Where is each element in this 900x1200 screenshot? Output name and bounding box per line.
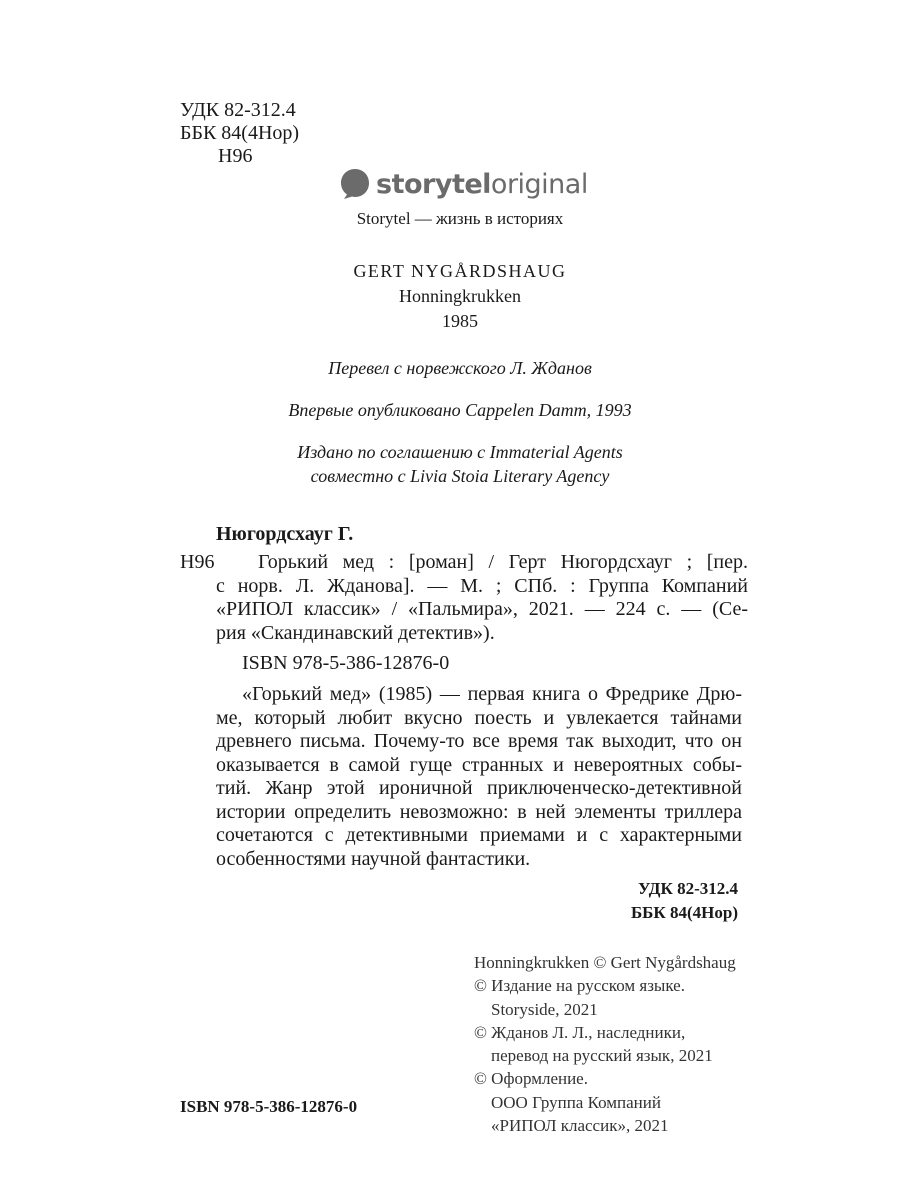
annotation-line: истории определить невозможно: в ней элементы триллера (216, 800, 742, 823)
first-published: Впервые опубликовано Cappelen Damm, 1993 (288, 400, 632, 420)
bib-line: «РИПОЛ классик» / «Пальмира», 2021. — 224 с. — (Се- (216, 598, 748, 620)
logo-brand-bold: storytel (376, 168, 491, 200)
speech-bubble-icon (340, 168, 370, 200)
bbk-code-right: ББК 84(4Нор) (630, 902, 738, 922)
copyright-line: перевод на русский язык, 2021 (491, 1046, 713, 1066)
isbn-bottom: ISBN 978-5-386-12876-0 (180, 1097, 358, 1116)
annotation-line: тий. Жанр этой ироничной приключенческо-детективной (216, 777, 742, 799)
bib-line: с норв. Л. Жданова]. — М. ; СПб. : Группа Компаний (216, 574, 748, 597)
copyright-block (474, 951, 736, 1137)
original-author: GERT NYGÅRDSHAUG (353, 261, 567, 281)
annotation-line: древнего письма. Почему-то все время так выходит, что он (216, 730, 742, 752)
copyright-line: ООО Группа Компаний (491, 1092, 661, 1112)
annotation (216, 683, 742, 871)
tagline: Storytel — жизнь в историях (356, 209, 564, 228)
bib-isbn: ISBN 978-5-386-12876-0 (242, 652, 450, 674)
udk-code: УДК 82-312.4 (180, 99, 296, 121)
agreement-line-2: совместно с Livia Stoia Literary Agency (310, 466, 610, 486)
bib-line: рия «Скандинавский детектив»). (216, 621, 495, 644)
annotation-line: особенностями научной фантастики. (216, 847, 531, 870)
copyright-line: Storyside, 2021 (491, 999, 598, 1019)
bib-line: Горький мед : [роман] / Герт Нюгордсхауг ; [пер. (258, 551, 748, 573)
bbk-code: ББК 84(4Нор) (180, 122, 300, 144)
bib-cutter: Н96 (180, 551, 215, 573)
annotation-line: «Горький мед» (1985) — первая книга о Фредрике Дрю- (242, 683, 742, 705)
copyright-line: Honningkrukken © Gert Nygårdshaug (474, 953, 736, 972)
copyright-line: © Оформление. (474, 1069, 588, 1089)
logo-wordmark (376, 169, 588, 200)
annotation-line: сочетаются с детективными приемами и с характерными (216, 824, 742, 846)
annotation-line: оказывается в самой гуще странных и невероятных собы- (216, 753, 742, 776)
classification-block (180, 99, 299, 168)
bib-description (216, 551, 748, 645)
storytel-logo (340, 168, 588, 200)
logo-brand-light: original (490, 168, 588, 200)
annotation-line: ме, который любит вкусно поесть и увлекается тайнами (216, 706, 742, 729)
copyright-line: «РИПОЛ классик», 2021 (491, 1116, 669, 1136)
cutter-code: Н96 (218, 145, 253, 167)
translator-credit: Перевел с норвежского Л. Жданов (328, 358, 592, 378)
original-title: Honningkrukken (399, 286, 521, 306)
agreement-line-1: Издано по соглашению с Immaterial Agents (297, 442, 623, 462)
copyright-line: © Жданов Л. Л., наследники, (474, 1022, 686, 1042)
bib-author-heading: Нюгордсхауг Г. (216, 523, 354, 545)
classification-right (631, 877, 738, 924)
udk-code-right: УДК 82-312.4 (638, 879, 738, 898)
copyright-line: © Издание на русском языке. (474, 976, 685, 996)
original-year: 1985 (442, 311, 478, 331)
